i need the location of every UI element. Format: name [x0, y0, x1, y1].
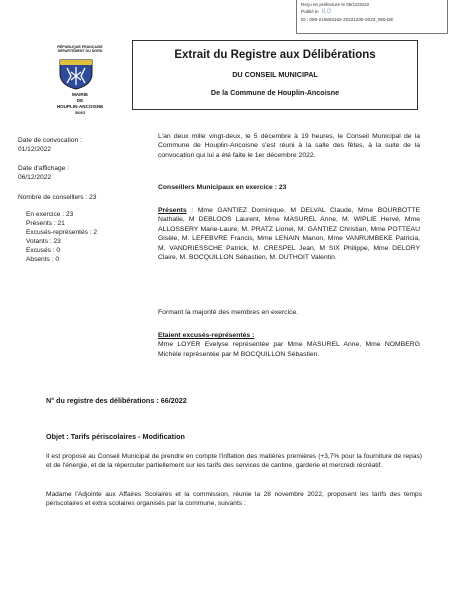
prefecture-stamp	[296, 0, 448, 34]
excuses-list: Mme LOYER Evelyse représentée par Mme MASUREL Anne, Mme NOMBERG Michèle représentée par M BOCQUILLON Sébastien.	[158, 341, 420, 358]
excuses-block	[158, 331, 420, 359]
commission-paragraph: Madame l'Adjointe aux Affaires Scolaires et la commission, réunie la 28 novembre 2022, proposent les tarifs des temps périscolaires et extra scolaires organisés par la commune, suivants :	[46, 491, 422, 508]
stat-votants: Votants : 23	[26, 238, 61, 245]
en-exercice-heading: Conseillers Municipaux en exercice : 23	[158, 184, 287, 191]
document-title: Extrait du Registre aux Délibérations	[174, 49, 376, 61]
presents-list: : Mme GANTIEZ Dominique, M DELVAL Claude, Mme BOURBOTTE Nathalie, M DEBLOOS Laurent, Mme MASUREL Anne, M. WIPLIE Hervé, Mme ALLOSSERY Marie-Laure, M. PRATZ Lionel, M. GANTIEZ Christian, Mme POTTEAU Gisèle, M. LEFEBVRE Francis, Mme LENAIN Manon, Mme VANRUMBEKE Patricia, M. VANDRIESSCHE Patrick, M. CRESPEL Jean, M SIX Philippe, Mme DELORY Claire, M. BOCQUILLON Sébastien, M. DUTHOIT Valentin.	[158, 207, 420, 262]
mairie-label: MAIRIE DE HOUPLIN-ANCOISNE 59263	[56, 92, 104, 115]
affichage-label: Date d'affichage :	[18, 165, 69, 172]
stamp-scribble: ILO	[321, 9, 332, 15]
stamp-id: ID : 059-215903162-20221205-2022_066-DE	[301, 17, 394, 22]
presents-paragraph	[158, 206, 420, 262]
majorite-line: Formant la majorité des membres en exercice.	[158, 309, 299, 316]
stamp-published: Publié le	[301, 9, 319, 14]
objet-line: Objet : Tarifs périscolaires - Modification	[46, 432, 185, 441]
title-box	[132, 40, 418, 110]
stat-excuses-representes: Excusés-représentés : 2	[26, 229, 98, 236]
registre-number: N° du registre des délibérations : 66/2022	[46, 396, 187, 405]
presents-label: Présents	[158, 207, 187, 214]
stat-absents: Absents : 0	[26, 256, 59, 263]
commune-subtitle: De la Commune de Houplin-Ancoisne	[210, 88, 340, 97]
affichage-date: 06/12/2022	[18, 174, 52, 181]
town-crest-icon	[58, 58, 94, 90]
convocation-date: 01/12/2022	[18, 146, 52, 153]
logo-caption: RÉPUBLIQUE FRANÇAISE DÉPARTEMENT DU NORD	[57, 45, 103, 54]
stat-presents: Présents : 21	[26, 220, 65, 227]
conseillers-count: Nombre de conseillers : 23	[18, 194, 97, 201]
excuses-label: Etaient excusés-représentés :	[158, 332, 255, 339]
council-subtitle: DU CONSEIL MUNICIPAL	[232, 70, 318, 79]
intro-paragraph: L'an deux mille vingt-deux, le 5 décembre à 19 heures, le Conseil Municipal de la Commune de Houplin-Ancoisne s'est réuni à la salle des fêtes, à la suite de la convocation qui lui a été faite le 1er décembre 2022.	[158, 133, 420, 159]
stamp-received: Reçu en préfecture le 06/12/2022	[301, 2, 370, 7]
stat-excuses: Excusés : 0	[26, 247, 61, 254]
stat-en-exercice: En exercice : 23	[26, 211, 74, 218]
convocation-label: Date de convocation :	[18, 137, 82, 144]
proposal-paragraph: Il est proposé au Conseil Municipal de prendre en compte l'inflation des matières premières (+3,7% pour la fourniture de repas) et de l'énergie, et de la répercuter partiellement sur les tarifs des services de cantine, garderie et mercredi récréatif.	[46, 453, 422, 470]
